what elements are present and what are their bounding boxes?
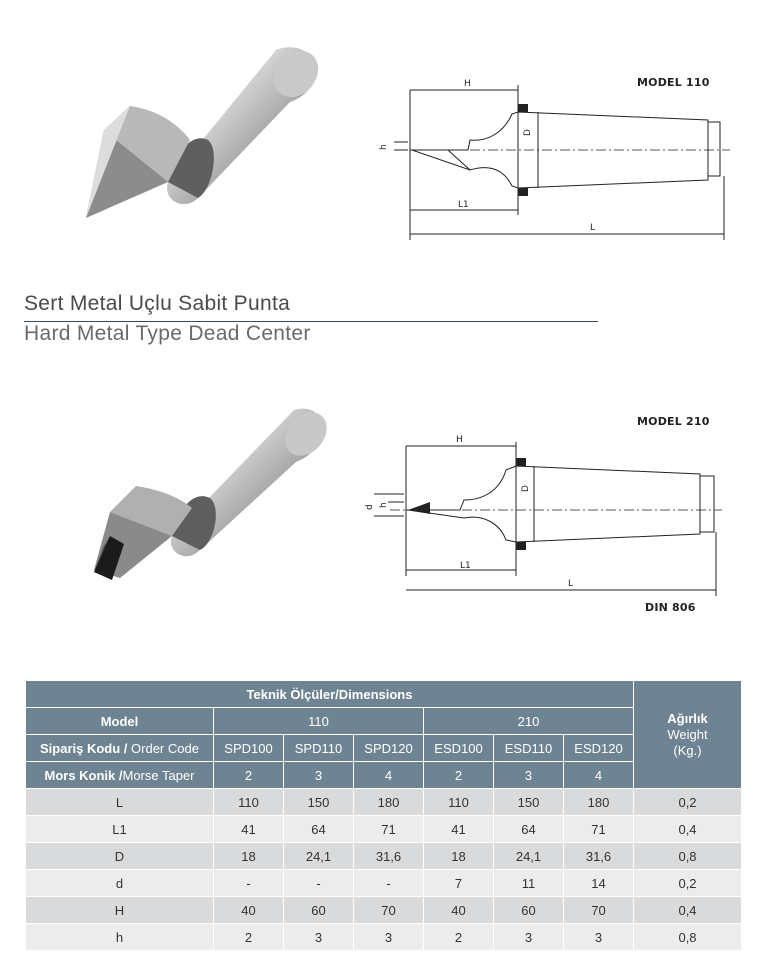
table-cell: - xyxy=(284,870,354,897)
row-label: D xyxy=(26,843,214,870)
weight-cell: 0,8 xyxy=(634,924,742,951)
dim-h-label: h xyxy=(379,144,389,150)
table-cell: 31,6 xyxy=(354,843,424,870)
dim-D-label-210: D xyxy=(521,485,531,492)
table-cell: 24,1 xyxy=(284,843,354,870)
table-cell: 24,1 xyxy=(494,843,564,870)
order-code-cell: SPD110 xyxy=(284,735,354,762)
table-cell: 2 xyxy=(214,924,284,951)
order-code-cell: ESD120 xyxy=(564,735,634,762)
weight-cell: 0,2 xyxy=(634,870,742,897)
table-row xyxy=(26,816,742,843)
dimensions-table xyxy=(25,680,742,951)
morse-taper-cell: 4 xyxy=(564,762,634,789)
table-cell: 18 xyxy=(424,843,494,870)
table-cell: 2 xyxy=(424,924,494,951)
morse-taper-cell: 3 xyxy=(284,762,354,789)
table-cell: 14 xyxy=(564,870,634,897)
table-cell: 150 xyxy=(284,789,354,816)
table-cell: - xyxy=(214,870,284,897)
dim-L-label-210: L xyxy=(568,579,574,589)
dim-L1-label-210: L1 xyxy=(460,561,471,571)
order-code-cell: SPD100 xyxy=(214,735,284,762)
order-code-cell: ESD100 xyxy=(424,735,494,762)
model-110-header: 110 xyxy=(214,708,424,735)
table-cell: 70 xyxy=(354,897,424,924)
morse-taper-cell: 2 xyxy=(424,762,494,789)
morse-taper-header: Mors Konik /Morse Taper xyxy=(26,762,214,789)
weight-header: Ağırlık Weight (Kg.) xyxy=(634,681,742,789)
weight-cell: 0,4 xyxy=(634,816,742,843)
table-cell: 3 xyxy=(354,924,424,951)
model-header: Model xyxy=(26,708,214,735)
table-cell: 180 xyxy=(354,789,424,816)
row-label: H xyxy=(26,897,214,924)
table-cell: 60 xyxy=(284,897,354,924)
table-row xyxy=(26,924,742,951)
table-cell: 41 xyxy=(424,816,494,843)
dim-H-label-210: H xyxy=(456,435,463,445)
technical-drawing-210 xyxy=(360,430,730,600)
morse-taper-cell: 4 xyxy=(354,762,424,789)
table-cell: 18 xyxy=(214,843,284,870)
model-110-label: MODEL 110 xyxy=(637,76,710,89)
row-label: L1 xyxy=(26,816,214,843)
page-title-english: Hard Metal Type Dead Center xyxy=(24,322,311,345)
row-label: h xyxy=(26,924,214,951)
morse-taper-cell: 2 xyxy=(214,762,284,789)
table-cell: 41 xyxy=(214,816,284,843)
dead-center-210-image xyxy=(80,400,340,600)
table-title: Teknik Ölçüler/Dimensions xyxy=(26,681,634,708)
table-cell: 40 xyxy=(424,897,494,924)
table-cell: 3 xyxy=(564,924,634,951)
order-code-cell: SPD120 xyxy=(354,735,424,762)
table-cell: 11 xyxy=(494,870,564,897)
model-210-header: 210 xyxy=(424,708,634,735)
table-cell: 31,6 xyxy=(564,843,634,870)
table-cell: 71 xyxy=(354,816,424,843)
table-cell: 40 xyxy=(214,897,284,924)
row-label: d xyxy=(26,870,214,897)
page-title-turkish: Sert Metal Uçlu Sabit Punta xyxy=(24,292,291,315)
table-cell: 3 xyxy=(284,924,354,951)
table-row xyxy=(26,870,742,897)
weight-cell: 0,4 xyxy=(634,897,742,924)
morse-taper-cell: 3 xyxy=(494,762,564,789)
dim-h-label-210: h xyxy=(379,502,389,508)
dim-H-label: H xyxy=(464,79,471,89)
table-cell: 64 xyxy=(284,816,354,843)
dim-D-label: D xyxy=(523,129,533,136)
dim-L1-label: L1 xyxy=(458,200,469,210)
dead-center-110-image xyxy=(80,40,340,230)
weight-cell: 0,8 xyxy=(634,843,742,870)
din-standard-label: DIN 806 xyxy=(645,601,696,614)
table-row xyxy=(26,789,742,816)
table-row xyxy=(26,897,742,924)
table-row xyxy=(26,843,742,870)
table-cell: 64 xyxy=(494,816,564,843)
row-label: L xyxy=(26,789,214,816)
table-cell: 110 xyxy=(424,789,494,816)
table-cell: 60 xyxy=(494,897,564,924)
table-cell: 3 xyxy=(494,924,564,951)
order-code-cell: ESD110 xyxy=(494,735,564,762)
table-cell: 71 xyxy=(564,816,634,843)
table-cell: 70 xyxy=(564,897,634,924)
order-code-header: Sipariş Kodu / Order Code xyxy=(26,735,214,762)
weight-cell: 0,2 xyxy=(634,789,742,816)
table-cell: 150 xyxy=(494,789,564,816)
table-cell: 180 xyxy=(564,789,634,816)
dim-d-label-210: d xyxy=(365,504,375,510)
table-cell: 110 xyxy=(214,789,284,816)
technical-drawing-110 xyxy=(378,70,738,250)
table-cell: 7 xyxy=(424,870,494,897)
model-210-label: MODEL 210 xyxy=(637,415,710,428)
table-cell: - xyxy=(354,870,424,897)
dim-L-label: L xyxy=(590,223,596,233)
